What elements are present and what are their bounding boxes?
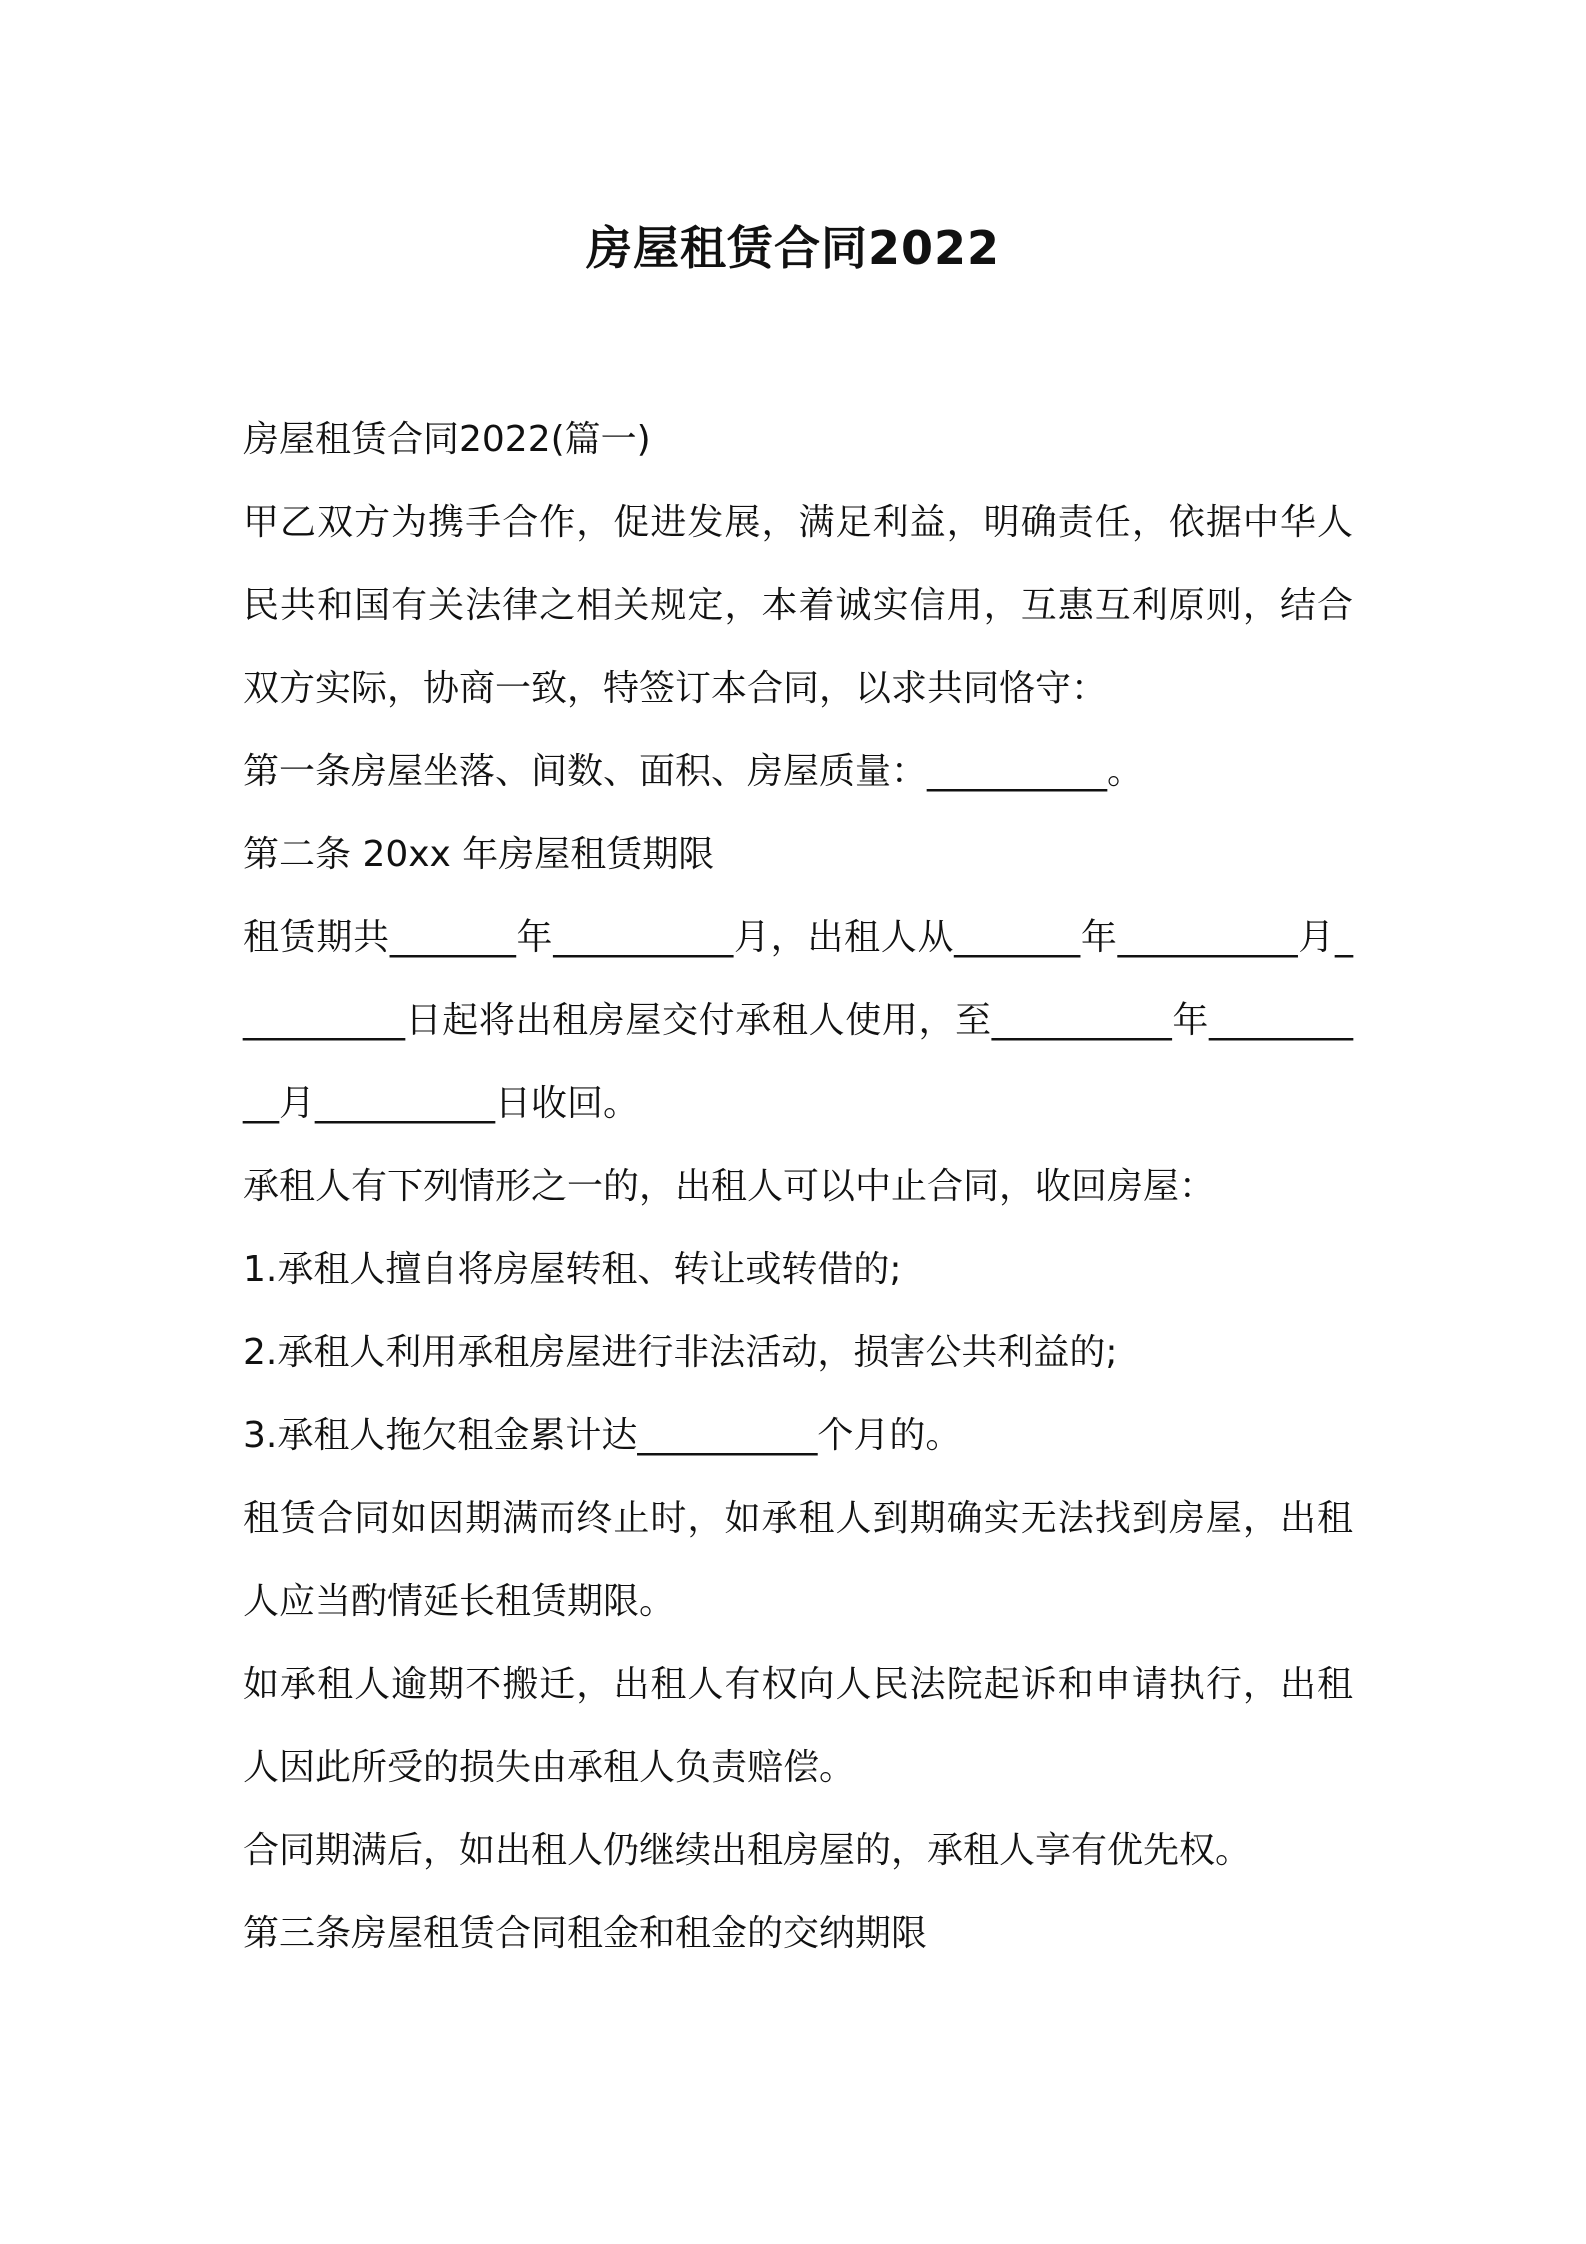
- paragraph-priority-right: 合同期满后，如出租人仍继续出租房屋的，承租人享有优先权。: [243, 1830, 1252, 1871]
- document-body: [243, 398, 1353, 1975]
- list-item-condition-3: 3.承租人拖欠租金累计达__________个月的。: [243, 1415, 962, 1456]
- list-item-condition-2: 2.承租人利用承租房屋进行非法活动，损害公共利益的;: [243, 1332, 1118, 1373]
- paragraph-termination-conditions: 承租人有下列情形之一的，出租人可以中止合同，收回房屋：: [243, 1166, 1216, 1207]
- paragraph-article-two-heading: 第二条 20xx 年房屋租赁期限: [243, 834, 715, 875]
- paragraph-overdue-eviction: 如承租人逾期不搬迁，出租人有权向人民法院起诉和申请执行，出租人因此所受的损失由承租人负责赔偿。: [243, 1664, 1353, 1788]
- paragraph-lease-term: 租赁期共_______年__________月，出租人从_______年__________月__________日起将出租房屋交付承租人使用，至__________年__________月__________日收回。: [243, 917, 1353, 1124]
- list-item-condition-1: 1.承租人擅自将房屋转租、转让或转借的;: [243, 1249, 902, 1290]
- paragraph-article-one: 第一条房屋坐落、间数、面积、房屋质量：__________。: [243, 751, 1144, 792]
- paragraph-article-three-heading: 第三条房屋租赁合同租金和租金的交纳期限: [243, 1913, 928, 1954]
- document-title: 房屋租赁合同2022: [585, 221, 1001, 275]
- paragraph-lease-extension: 租赁合同如因期满而终止时，如承租人到期确实无法找到房屋，出租人应当酌情延长租赁期限。: [243, 1498, 1353, 1622]
- paragraph-section-heading: 房屋租赁合同2022(篇一): [243, 419, 651, 460]
- paragraph-preamble: 甲乙双方为携手合作，促进发展，满足利益，明确责任，依据中华人民共和国有关法律之相关规定，本着诚实信用，互惠互利原则，结合双方实际，协商一致，特签订本合同，以求共同恪守：: [243, 502, 1353, 709]
